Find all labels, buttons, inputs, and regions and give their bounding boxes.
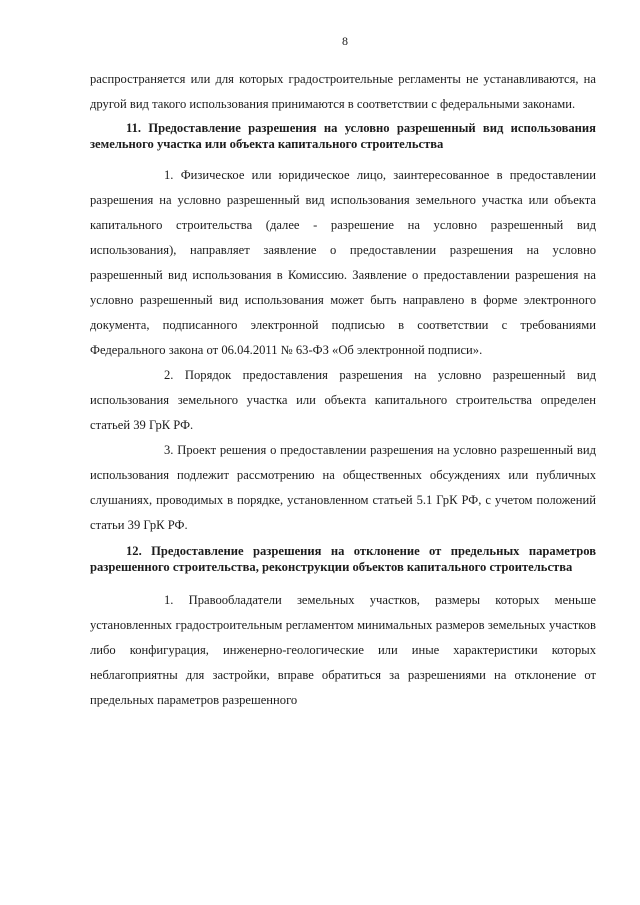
item-text: Правообладатели земельных участков, размеры которых меньше установленных градостроительным регламентом минимальных размеров земельных участков либо конфигурация, инженерно-геологические или иные характеристики которых неблагоприятны для застройки, вправе обратиться за разрешениями на отклонение от предельных параметров разрешенного bbox=[90, 593, 596, 707]
item-text: Порядок предоставления разрешения на условно разрешенный вид использования земельного участка или объекта капитального строительства определен статьей 39 ГрК РФ. bbox=[90, 368, 596, 432]
item-text: Физическое или юридическое лицо, заинтересованное в предоставлении разрешения на условно разрешенный вид использования земельного участка или объекта капитального строительства (далее - разрешение на условно разрешенный вид использования), направляет заявление о предоставлении разрешения на условно разрешенный вид использования в Комиссию. Заявление о предоставлении разрешения на условно разрешенный вид использования может быть направлено в форме электронного документа, подписанного электронной подписью в соответствии с требованиями Федерального закона от 06.04.2011 № 63-ФЗ «Об электронной подписи». bbox=[90, 168, 596, 357]
item-number: 1. bbox=[164, 168, 174, 182]
section-12-item-1 bbox=[90, 588, 596, 713]
item-number: 1. bbox=[164, 593, 174, 607]
section-11-heading: 11. Предоставление разрешения на условно разрешенный вид использования земельного участка или объекта капитального строительства bbox=[90, 121, 596, 151]
page-number: 8 bbox=[342, 34, 348, 48]
intro-paragraph: распространяется или для которых градостроительные регламенты не устанавливаются, на другой вид такого использования принимаются в соответствии с федеральными законами. bbox=[90, 72, 596, 111]
item-number: 2. bbox=[164, 368, 174, 382]
item-number: 3. bbox=[164, 443, 174, 457]
item-text: Проект решения о предоставлении разрешения на условно разрешенный вид использования подлежит рассмотрению на общественных обсуждениях или публичных слушаниях, проводимых в порядке, установленном статьей 5.1 ГрК РФ, с учетом положений статьи 39 ГрК РФ. bbox=[90, 443, 596, 532]
section-11-item-1 bbox=[90, 163, 596, 363]
section-12-heading: 12. Предоставление разрешения на отклонение от предельных параметров разрешенного строительства, реконструкции объектов капитального строительства bbox=[90, 544, 596, 574]
section-11-item-3 bbox=[90, 438, 596, 538]
section-11-item-2 bbox=[90, 363, 596, 438]
